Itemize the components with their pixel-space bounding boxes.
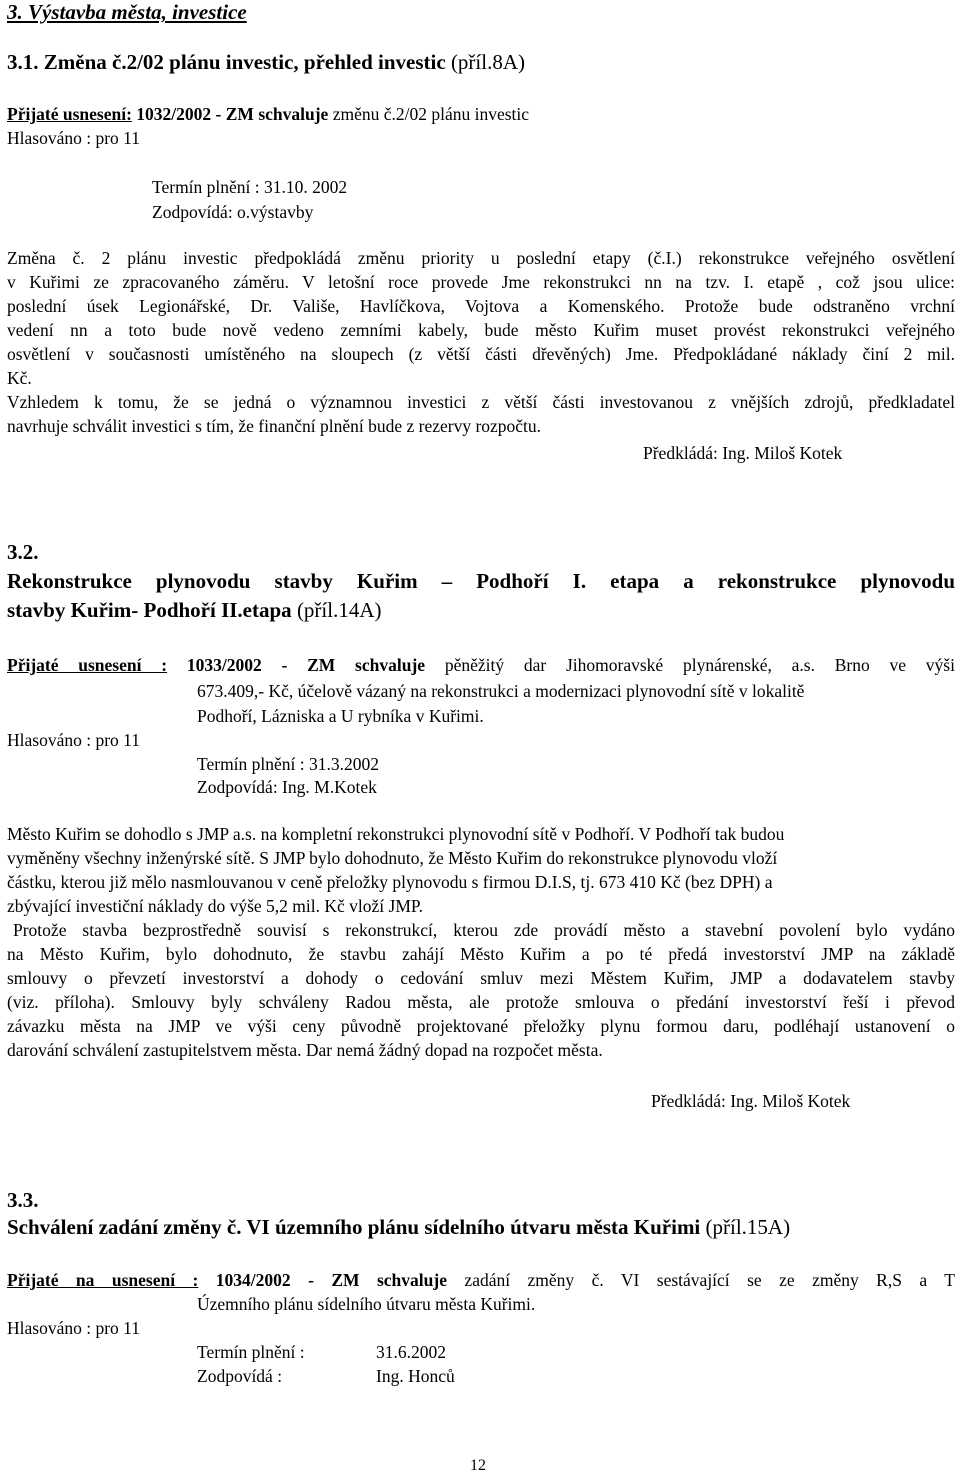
s33-deadline-label: Termín plnění : xyxy=(197,1342,305,1362)
body-line: darování schválení zastupitelstvem města. Dar nemá žádný dopad na rozpočet města. xyxy=(7,1040,603,1060)
s33-deadline-value: 31.6.2002 xyxy=(376,1342,446,1362)
resolution-verb: schvaluje xyxy=(376,1270,447,1290)
s33-responsible-label: Zodpovídá : xyxy=(197,1366,283,1386)
body-line: osvětlení v současnosti umístěného na sloupech (z větší části dřevěných) Jme. Předpokládané náklady činí 2 mil. xyxy=(7,344,955,364)
s31-responsible: Zodpovídá: o.výstavby xyxy=(152,202,314,222)
resolution-text: zadání změny č. VI sestávající se ze změny R,S a T xyxy=(446,1270,955,1290)
body-line: v Kuřimi ze zpracovaného záměru. V letošní roce provede Jme rekonstrukci nn na tzv. I. etapě , což jsou ulice: xyxy=(7,272,955,292)
s32-resolution-cont-2: Podhoří, Lázniska a U rybníka v Kuřimi. xyxy=(197,706,484,726)
page-number: 12 xyxy=(470,1457,486,1474)
resolution-number: 1032/2002 - ZM xyxy=(131,104,259,124)
s31-title-bold: 3.1. Změna č.2/02 plánu investic, přehled investic xyxy=(7,50,446,74)
s32-title-line2: stavby Kuřim- Podhoří II.etapa xyxy=(7,598,292,622)
s32-resolution-cont-1: 673.409,- Kč, účelově vázaný na rekonstrukci a modernizaci plynovodní sítě v lokalitě xyxy=(197,681,805,701)
s32-presenter: Předkládá: Ing. Miloš Kotek xyxy=(651,1091,851,1111)
body-line: Vzhledem k tomu, že se jedná o významnou investici z větší části investovanou z vnějších zdrojů, předkladatel xyxy=(7,392,955,412)
s31-title xyxy=(7,50,525,74)
resolution-label: Přijaté na usnesení : xyxy=(7,1270,199,1290)
resolution-verb: schvaluje xyxy=(258,104,329,124)
s32-vote: Hlasováno : pro 11 xyxy=(7,730,141,750)
s32-title-line1: Rekonstrukce plynovodu stavby Kuřim – Podhoří I. etapa a rekonstrukce plynovodu xyxy=(7,569,955,593)
body-line: navrhuje schválit investici s tím, že finanční plnění bude z rezervy rozpočtu. xyxy=(7,416,542,436)
s31-vote: Hlasováno : pro 11 xyxy=(7,128,141,148)
s33-title-bold: Schválení zadání změny č. VI územního plánu sídelního útvaru města Kuřimi xyxy=(7,1215,701,1239)
s32-body xyxy=(7,822,955,1062)
section-heading: 3. Výstavba města, investice xyxy=(7,0,247,24)
resolution-verb: schvaluje xyxy=(355,655,426,675)
s31-body xyxy=(7,246,955,438)
s32-title xyxy=(7,567,955,625)
s31-deadline: Termín plnění : 31.10. 2002 xyxy=(152,177,348,197)
s33-resolution xyxy=(7,1268,955,1292)
body-line xyxy=(7,918,955,942)
s33-number: 3.3. xyxy=(7,1188,39,1212)
body-line: Kč. xyxy=(7,368,32,388)
body-line: na Město Kuřim, bylo dohodnuto, že stavbu zahájí Město Kuřim a po té předá investorství JMP na základě xyxy=(7,944,955,964)
body-line: vyměněny všechny inženýrské sítě. S JMP bylo dohodnuto, že Město Kuřim do rekonstrukce plynovodu vloží xyxy=(7,848,778,868)
body-line: (viz. příloha). Smlouvy byly schváleny Radou města, ale protože smlouva o předání investorství řeší i převod xyxy=(7,992,955,1012)
resolution-number: 1033/2002 - ZM xyxy=(167,655,356,675)
s33-responsible-value: Ing. Honců xyxy=(376,1366,455,1386)
body-line: závazku města na JMP ve výši ceny původně projektované přeložky plynu formou daru, podléhají ustanovení o xyxy=(7,1016,955,1036)
body-line: smlouvy o převzetí investorství a dohody o cedování smluv mezi Městem Kuřim, JMP a dodavatelem stavby xyxy=(7,968,955,988)
body-line: částku, kterou již mělo nasmlouvanou v ceně přeložky plynovodu s firmou D.I.S, tj. 673 410 Kč (bez DPH) a xyxy=(7,872,773,892)
body-line: Město Kuřim se dohodlo s JMP a.s. na kompletní rekonstrukci plynovodní sítě v Podhoří. V Podhoří tak budou xyxy=(7,824,785,844)
resolution-text: pěněžitý dar Jihomoravské plynárenské, a.s. Brno ve výši xyxy=(425,655,955,675)
resolution-number: 1034/2002 - ZM xyxy=(198,1270,377,1290)
body-line: zbývající investiční náklady do výše 5,2 mil. Kč vloží JMP. xyxy=(7,896,424,916)
body-line: vedení nn a toto bude nově vedeno zemními kabely, bude město Kuřim muset provést rekonstrukci veřejného xyxy=(7,320,955,340)
resolution-label: Přijaté usnesení: xyxy=(7,104,132,124)
s32-resolution xyxy=(7,653,955,677)
body-line-text: Protože stavba bezprostředně souvisí s rekonstrukcí, kterou zde provádí město a stavební povolení bylo vydáno xyxy=(13,920,955,940)
resolution-label: Přijaté usnesení : xyxy=(7,655,168,675)
s33-title xyxy=(7,1215,790,1239)
body-line: poslední úsek Legionářské, Dr. Vališe, Havlíčkova, Vojtova a Komenského. Protože bude odstraněno vrchní xyxy=(7,296,955,316)
s31-presenter: Předkládá: Ing. Miloš Kotek xyxy=(643,443,843,463)
s32-responsible: Zodpovídá: Ing. M.Kotek xyxy=(197,777,377,797)
s33-resolution-cont: Územního plánu sídelního útvaru města Kuřimi. xyxy=(197,1294,536,1314)
body-line: Změna č. 2 plánu investic předpokládá změnu priority u poslední etapy (č.I.) rekonstrukce veřejného osvětlení xyxy=(7,248,955,268)
s31-title-ref: (příl.8A) xyxy=(445,50,526,74)
s32-title-ref: (příl.14A) xyxy=(291,598,382,622)
s32-deadline: Termín plnění : 31.3.2002 xyxy=(197,754,380,774)
s33-vote: Hlasováno : pro 11 xyxy=(7,1318,141,1338)
resolution-text: změnu č.2/02 plánu investic xyxy=(328,104,530,124)
s33-title-ref: (příl.15A) xyxy=(700,1215,791,1239)
s32-number: 3.2. xyxy=(7,540,39,564)
s31-resolution xyxy=(7,102,529,126)
